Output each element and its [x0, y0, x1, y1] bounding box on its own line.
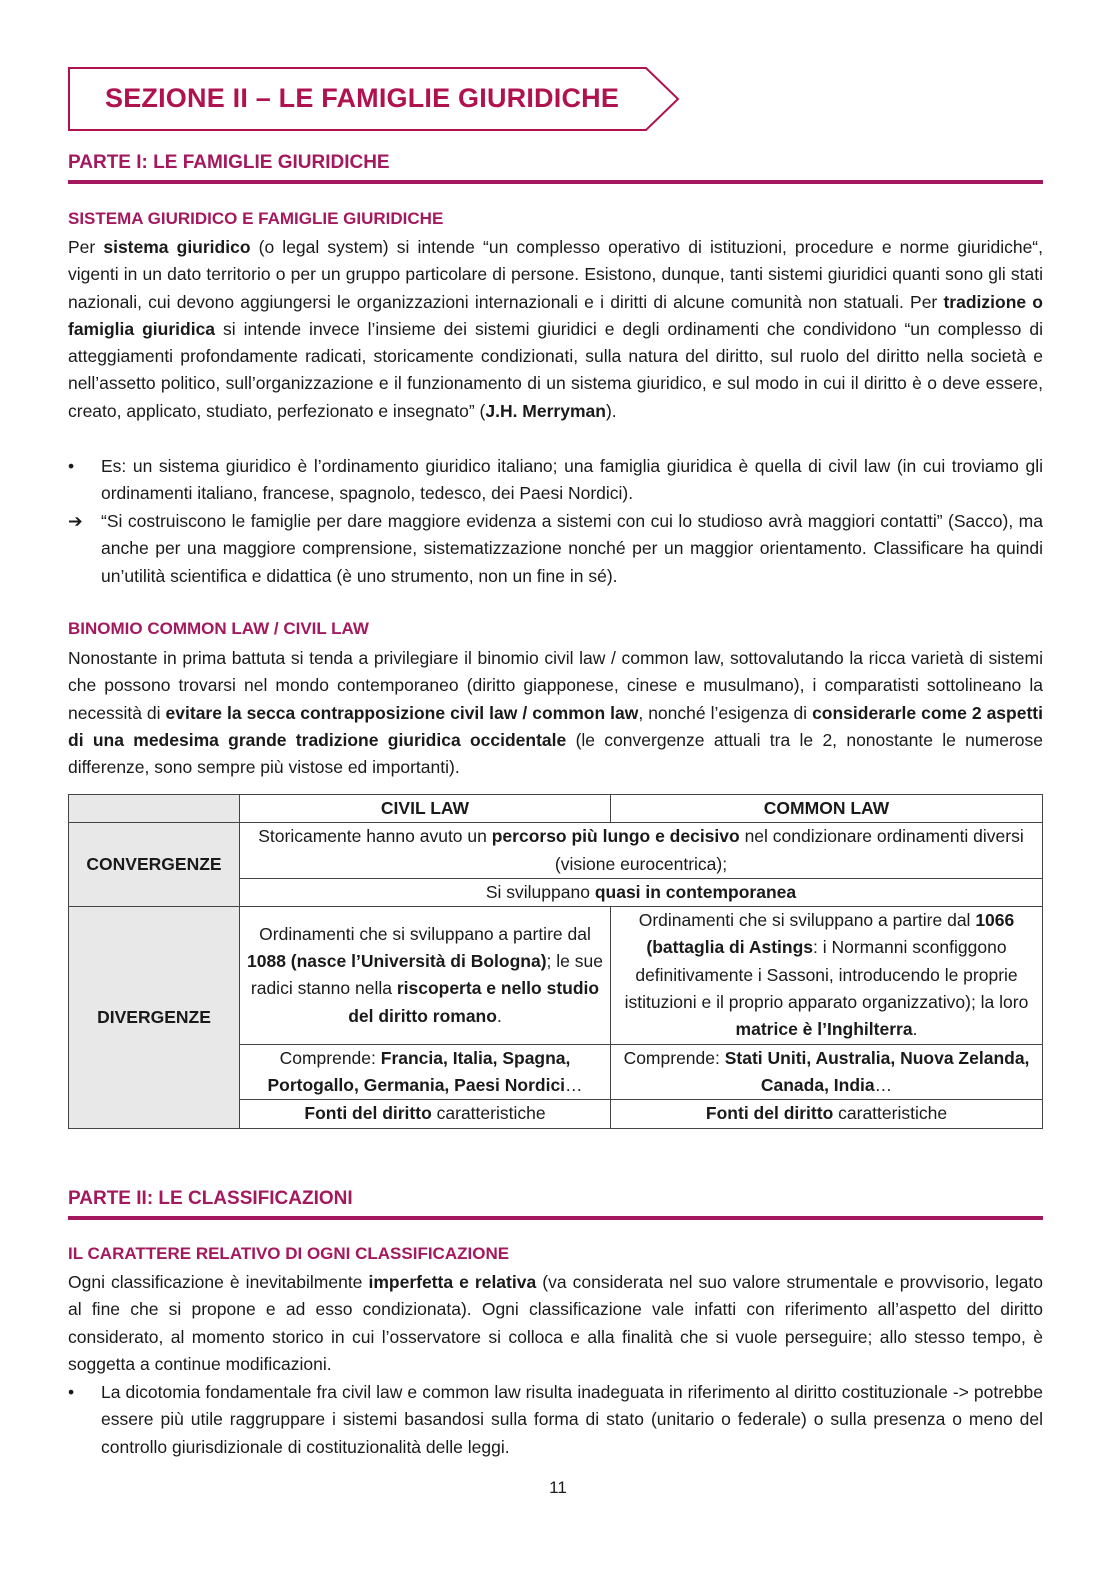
paragraph-sistema-giuridico: Per sistema giuridico (o legal system) si intende “un complesso operativo di istituzioni, procedure e norme giuridiche“, vigenti in un dato territorio o per un gruppo particolare di persone. Esistono, dunque, tanti sistemi giuridici quanti sono gli stati nazionali, cui devono aggiungersi le organizzazioni internazionali e i diritti di alcune comunità non statuali. Per tradizione o famiglia giuridica si intende invece l’insieme dei sistemi giuridici e degli ordinamenti che condividono “un complesso di atteggiamenti profondamente radicati, storicamente condizionati, sulla natura del diritto, sul ruolo del diritto nella società e nell’assetto politico, sull’organizzazione e il funzionamento di un sistema giuridico, e sul modo in cui il diritto è o deve essere, creato, applicato, studiato, perfezionato e insegnato” (J.H. Merryman). [68, 237, 1044, 421]
page-number: 11 [549, 1478, 567, 1497]
bullet-dot-icon: • [68, 1382, 75, 1402]
part-2-title: PARTE II: LE CLASSIFICAZIONI [68, 1188, 1043, 1220]
arrow-right-icon: ➔ [68, 511, 83, 531]
paragraph-carattere-relativo: Ogni classificazione è inevitabilmente imperfetta e relativa (va considerata nel suo valore strumentale e provvisorio, legato al fine che si propone e ad esso condizionata). Ogni classificazione vale infatti con riferimento all’aspetto del diritto considerato, al momento storico in cui l’osservatore si colloca e alla finalità che si vuole perseguire; allo stesso tempo, è soggetta a continue modificazioni. [68, 1272, 1043, 1374]
part-1-title: PARTE I: LE FAMIGLIE GIURIDICHE [68, 152, 1043, 184]
cell-common-origin: Ordinamenti che si sviluppano a partire dal 1066 (battaglia di Astings: i Normanni sconfiggono definitivamente i Sassoni, introducendo le proprie istituzioni e il proprio apparato organizzativo); la loro matrice è l’Inghilterra. [611, 907, 1043, 1044]
table-row [69, 823, 1043, 879]
subheading-sistema-giuridico: SISTEMA GIURIDICO E FAMIGLIE GIURIDICHE [68, 209, 444, 228]
cell-civil-countries: Comprende: Francia, Italia, Spagna, Portogallo, Germania, Paesi Nordici… [240, 1044, 611, 1100]
subheading-binomio: BINOMIO COMMON LAW / CIVIL LAW [68, 619, 369, 638]
table-row [69, 907, 1043, 1044]
row-header-convergenze: CONVERGENZE [69, 823, 240, 907]
bullet-example: • Es: un sistema giuridico è l’ordinamento giuridico italiano; una famiglia giuridica è quella di civil law (in cui troviamo gli ordinamenti italiano, francese, spagnolo, tedesco, dei Paesi Nordici). [68, 453, 1043, 508]
column-header-civil-law: CIVIL LAW [240, 795, 611, 823]
cell-civil-origin: Ordinamenti che si sviluppano a partire dal 1088 (nasce l’Università di Bologna); le sue radici stanno nella riscoperta e nello studio del diritto romano. [240, 907, 611, 1044]
comparison-table [68, 794, 1043, 1129]
bullet-dot-icon: • [68, 456, 75, 476]
cell-common-fonti: Fonti del diritto caratteristiche [611, 1100, 1043, 1128]
subheading-carattere-relativo: IL CARATTERE RELATIVO DI OGNI CLASSIFICAZIONE [68, 1244, 510, 1263]
cell-common-countries: Comprende: Stati Uniti, Australia, Nuova Zelanda, Canada, India… [611, 1044, 1043, 1100]
section-banner [68, 67, 680, 131]
column-header-common-law: COMMON LAW [611, 795, 1043, 823]
cell-civil-fonti: Fonti del diritto caratteristiche [240, 1100, 611, 1128]
section-title: SEZIONE II – LE FAMIGLIE GIURIDICHE [105, 83, 620, 113]
cell-convergenza-contemporanea: Si sviluppano quasi in contemporanea [240, 878, 1043, 906]
table-header-row [69, 795, 1043, 823]
row-header-divergenze: DIVERGENZE [69, 907, 240, 1128]
bullet-dicotomia: • La dicotomia fondamentale fra civil law e common law risulta inadeguata in riferimento al diritto costituzionale -> potrebbe essere più utile raggruppare i sistemi basandosi sulla forma di stato (unitario o federale) o sulla presenza o meno del controllo giurisdizionale di costituzionalità delle leggi. [68, 1379, 1043, 1461]
arrow-point-sacco: ➔ “Si costruiscono le famiglie per dare maggiore evidenza a sistemi con cui lo studioso avrà maggiori contatti” (Sacco), ma anche per una maggiore comprensione, sistematizzazione nonché per un maggior orientamento. Classificare ha quindi un’utilità scientifica e didattica (è uno strumento, non un fine in sé). [68, 508, 1043, 590]
paragraph-binomio: Nonostante in prima battuta si tenda a privilegiare il binomio civil law / common law, sottovalutando la ricca varietà di sistemi che possono trovarsi nel mondo contemporaneo (diritto giapponese, cinese e musulmano), i comparatisti sottolineano la necessità di evitare la secca contrapposizione civil law / common law, nonché l’esigenza di considerarle come 2 aspetti di una medesima grande tradizione giuridica occidentale (le convergenze attuali tra le 2, nonostante le numerose differenze, sono sempre più vistose ed importanti). [68, 648, 1043, 778]
table-corner-cell [69, 795, 240, 823]
cell-convergenza-percorso: Storicamente hanno avuto un percorso più lungo e decisivo nel condizionare ordinamenti diversi (visione eurocentrica); [240, 823, 1043, 879]
